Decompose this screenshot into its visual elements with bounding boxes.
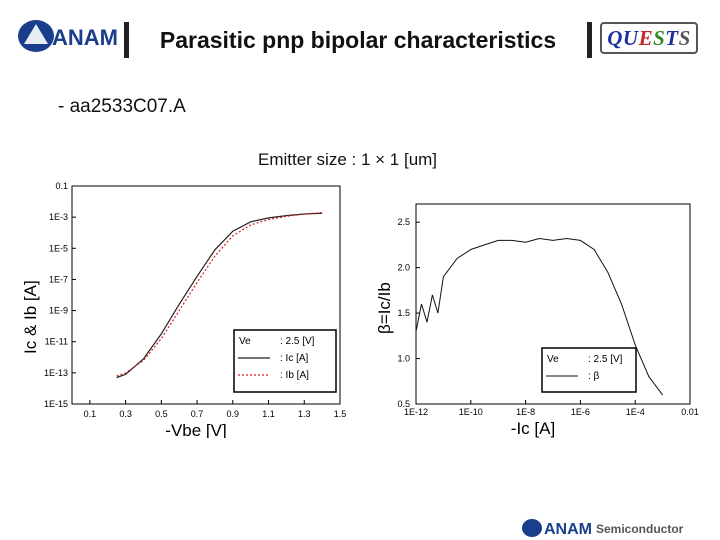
gummel-plot: [20, 176, 360, 438]
beta-plot: [370, 196, 700, 438]
anam-logo: [14, 14, 126, 58]
x-tick-label: 1E-10: [458, 407, 483, 417]
x-tick-label: 1.1: [262, 409, 275, 419]
y-tick-label: 0.1: [55, 181, 68, 191]
y-tick-label: 1E-7: [48, 274, 68, 285]
x-tick-label: 1.3: [298, 409, 311, 419]
y-tick-label: 1E-9: [48, 305, 68, 316]
y-tick-label: 1E-11: [44, 336, 68, 347]
footer-logo: [520, 516, 690, 540]
x-tick-label: 1E-4: [625, 407, 645, 417]
x-tick-label: 1.5: [333, 409, 347, 419]
emitter-size-label: Emitter size : 1 × 1 [um]: [258, 150, 438, 169]
y-axis-label: β=Ic/Ib: [375, 282, 394, 334]
badge-letter: Q: [607, 25, 623, 50]
legend-label: : Ic [A]: [280, 353, 309, 364]
x-tick-label: 0.01: [681, 407, 699, 417]
y-tick-label: 1E-5: [48, 243, 68, 254]
x-tick-label: 1E-6: [570, 407, 590, 417]
badge-letter: S: [678, 25, 691, 50]
x-tick-label: 0.5: [155, 409, 168, 419]
x-tick-label: 0.1: [83, 409, 97, 419]
y-tick-label: 2.5: [397, 217, 410, 228]
x-tick-label: 0.3: [119, 409, 132, 419]
x-tick-label: 0.7: [190, 409, 204, 419]
badge-letter: T: [665, 25, 679, 50]
y-tick-label: 2.0: [397, 262, 410, 273]
legend-label: : β: [588, 371, 600, 382]
y-tick-label: 0.5: [397, 399, 410, 409]
page-title: Parasitic pnp bipolar characteristics: [159, 26, 557, 53]
y-tick-label: 1.0: [397, 353, 410, 364]
legend-key: Ve: [239, 336, 251, 347]
y-tick-label: 1E-3: [48, 212, 68, 223]
legend-label: : Ib [A]: [280, 370, 309, 381]
badge-letter: U: [622, 25, 639, 50]
legend-label: : 2.5 [V]: [588, 354, 623, 365]
y-tick-label: 1E-13: [43, 367, 68, 378]
x-tick-label: 1E-8: [516, 407, 536, 417]
x-tick-label: 0.9: [226, 409, 240, 419]
x-axis-label: -Vbe [V]: [165, 421, 227, 438]
x-axis-label: -Ic [A]: [510, 419, 556, 438]
quests-badge: [600, 22, 698, 54]
y-tick-label: 1.5: [397, 308, 410, 319]
badge-letter: S: [653, 25, 666, 50]
y-axis-label: Ic & Ib [A]: [21, 280, 40, 354]
badge-letter: E: [638, 25, 654, 50]
legend-label: : 2.5 [V]: [280, 336, 315, 347]
y-tick-label: 1E-15: [43, 399, 68, 409]
legend-key: Ve: [547, 354, 559, 365]
logo-text: ANAM: [52, 25, 118, 50]
x-tick-label: 1E-12: [403, 407, 429, 417]
device-label: - aa2533C07.A: [58, 96, 186, 117]
footer-brand: ANAM: [544, 521, 592, 538]
footer-tag: Semiconductor: [596, 522, 684, 536]
title-box: [124, 22, 592, 58]
